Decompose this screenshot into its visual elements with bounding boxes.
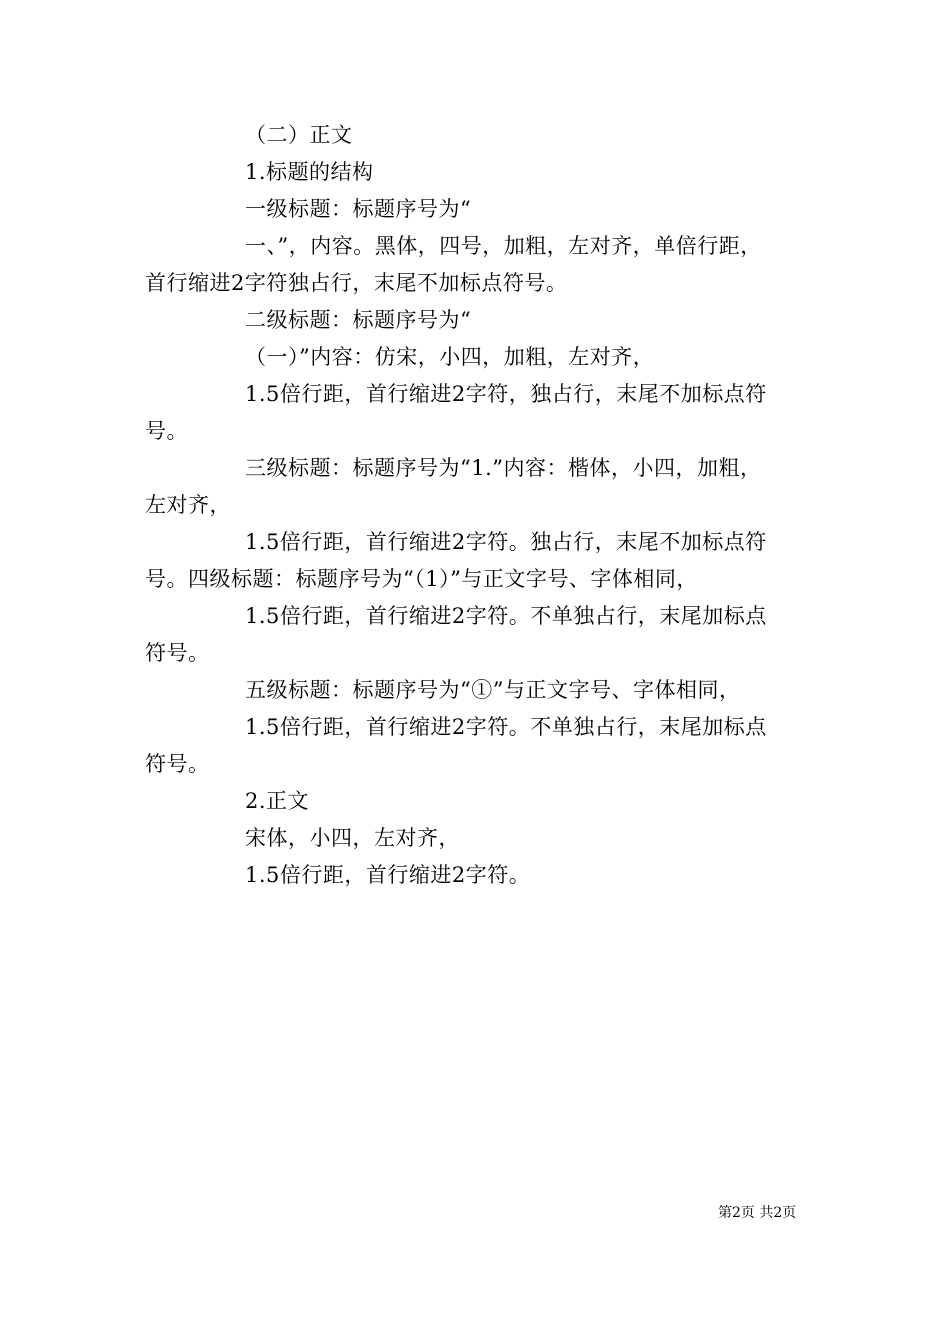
body-line: 三级标题：标题序号为“1.”内容：楷体，小四，加粗，: [245, 456, 762, 480]
body-line: 五级标题：标题序号为“①”与正文字号、字体相同，: [245, 678, 741, 702]
body-line: 宋体，小四，左对齐，: [245, 826, 460, 850]
body-line: 1.5倍行距，首行缩进2字符，独占行，末尾不加标点符: [245, 382, 767, 406]
body-line: 首行缩进2字符独占行，末尾不加标点符号。: [145, 271, 568, 295]
body-line: 号。四级标题：标题序号为“（1）”与正文字号、字体相同，: [145, 567, 698, 591]
body-line: 二级标题：标题序号为“: [245, 308, 472, 332]
body-line: 1.5倍行距，首行缩进2字符。不单独占行，末尾加标点: [245, 604, 767, 628]
body-line: （一）”内容：仿宋，小四，加粗，左对齐，: [245, 345, 655, 369]
body-line: 1.5倍行距，首行缩进2字符。不单独占行，末尾加标点: [245, 715, 767, 739]
body-line: 1.5倍行距，首行缩进2字符。: [245, 863, 531, 887]
body-line: 左对齐，: [145, 493, 231, 517]
body-line: 一级标题：标题序号为“: [245, 197, 472, 221]
body-line: 1.5倍行距，首行缩进2字符。独占行，末尾不加标点符: [245, 530, 767, 554]
body-line: 符号。: [145, 641, 210, 665]
subsection-heading: 2.正文: [245, 789, 310, 813]
subsection-heading: 1.标题的结构: [245, 160, 374, 184]
body-line: 一、”，内容。黑体，四号，加粗，左对齐，单倍行距，: [245, 234, 762, 258]
body-line: 号。: [145, 419, 188, 443]
page-number-footer: 第2页 共2页: [718, 1205, 797, 1221]
section-heading: （二）正文: [245, 123, 353, 147]
body-line: 符号。: [145, 752, 210, 776]
